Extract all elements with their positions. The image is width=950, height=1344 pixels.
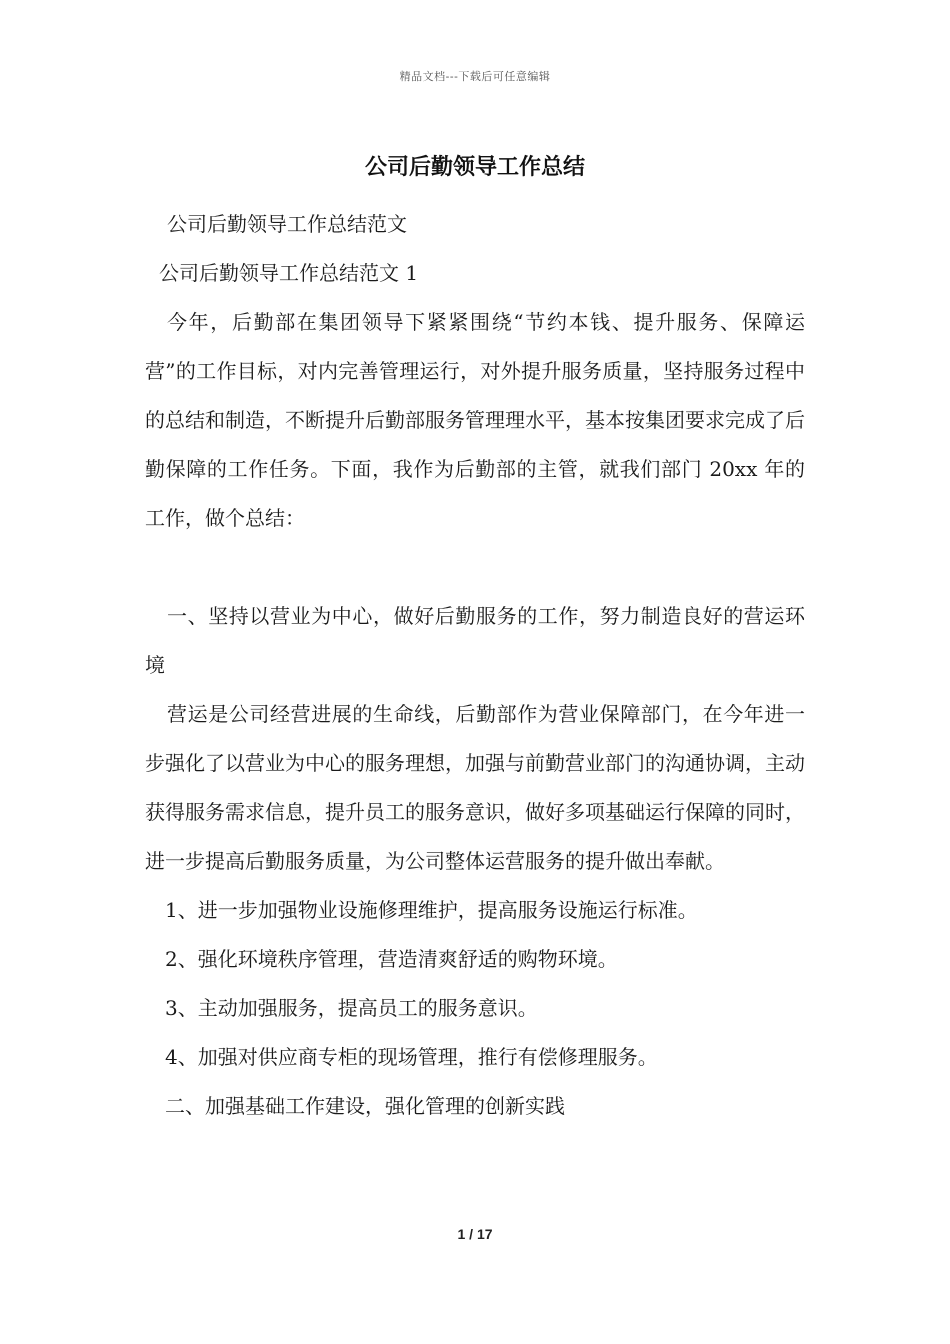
blank-line bbox=[145, 543, 805, 592]
subtitle-numbered: 公司后勤领导工作总结范文 1 bbox=[159, 261, 419, 285]
page-number: 1 / 17 bbox=[457, 1226, 493, 1242]
document-body bbox=[145, 200, 805, 1131]
list-item: 3、主动加强服务，提高员工的服务意识。 bbox=[165, 996, 538, 1020]
list-item: 1、进一步加强物业设施修理维护，提高服务设施运行标准。 bbox=[165, 898, 698, 922]
subtitle: 公司后勤领导工作总结范文 bbox=[167, 212, 407, 236]
header-note: 精品文档---下载后可任意编辑 bbox=[399, 70, 551, 83]
section-heading-1: 一、坚持以营业为中心，做好后勤服务的工作，努力制造良好的营运环境 bbox=[145, 604, 805, 677]
document-title: 公司后勤领导工作总结 bbox=[364, 154, 585, 180]
intro-paragraph: 今年，后勤部在集团领导下紧紧围绕“节约本钱、提升服务、保障运营”的工作目标，对内完善管理运行，对外提升服务质量，坚持服务过程中的总结和制造，不断提升后勤部服务管理理水平，基本按集团要求完成了后勤保障的工作任务。下面，我作为后勤部的主管，就我们部门 20xx 年的工作，做个总结： bbox=[145, 310, 805, 530]
list-item: 4、加强对供应商专柜的现场管理，推行有偿修理服务。 bbox=[165, 1045, 658, 1069]
section-heading-2: 二、加强基础工作建设，强化管理的创新实践 bbox=[165, 1094, 565, 1118]
list-item: 2、强化环境秩序管理，营造清爽舒适的购物环境。 bbox=[165, 947, 618, 971]
body-paragraph-1: 营运是公司经营进展的生命线，后勤部作为营业保障部门，在今年进一步强化了以营业为中心的服务理想，加强与前勤营业部门的沟通协调，主动获得服务需求信息，提升员工的服务意识，做好多项基础运行保障的同时，进一步提高后勤服务质量，为公司整体运营服务的提升做出奉献。 bbox=[145, 702, 805, 873]
